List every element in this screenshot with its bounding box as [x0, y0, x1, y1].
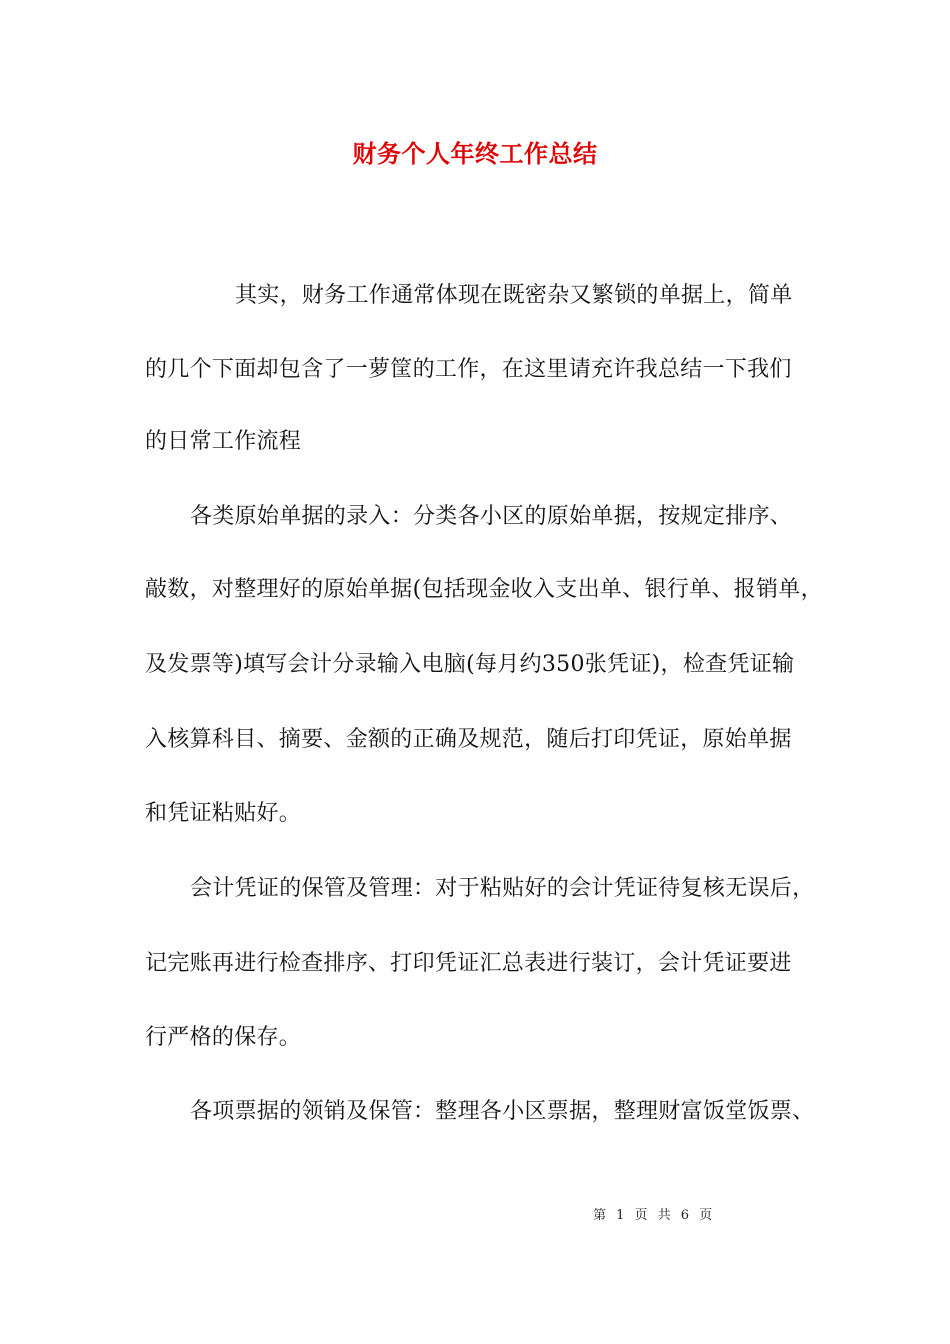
paragraph-line: 各类原始单据的录入：分类各小区的原始单据，按规定排序、 — [190, 504, 793, 529]
paragraph-line: 和凭证粘贴好。 — [145, 801, 302, 826]
paragraph-line: 及发票等)填写会计分录输入电脑(每月约350张凭证)，检查凭证输 — [145, 652, 795, 677]
paragraph-line: 记完账再进行检查排序、打印凭证汇总表进行装订，会计凭证要进 — [145, 951, 792, 976]
paragraph-line: 各项票据的领销及保管：整理各小区票据，整理财富饭堂饭票、 — [190, 1099, 815, 1124]
paragraph-line: 其实，财务工作通常体现在既密杂又繁锁的单据上，简单 — [235, 283, 793, 308]
paragraph-line: 敲数，对整理好的原始单据(包括现金收入支出单、银行单、报销单， — [145, 577, 823, 602]
paragraph-line: 入核算科目、摘要、金额的正确及规范，随后打印凭证，原始单据 — [145, 727, 792, 752]
document-title: 财务个人年终工作总结 — [352, 139, 598, 168]
paragraph-line: 行严格的保存。 — [145, 1025, 302, 1050]
paragraph-line: 会计凭证的保管及管理：对于粘贴好的会计凭证待复核无误后， — [190, 876, 815, 901]
page-number: 第 1 页 共 6 页 — [593, 1208, 713, 1223]
paragraph-line: 的几个下面却包含了一萝筐的工作，在这里请充许我总结一下我们 — [145, 357, 792, 382]
paragraph-line: 的日常工作流程 — [145, 429, 302, 454]
